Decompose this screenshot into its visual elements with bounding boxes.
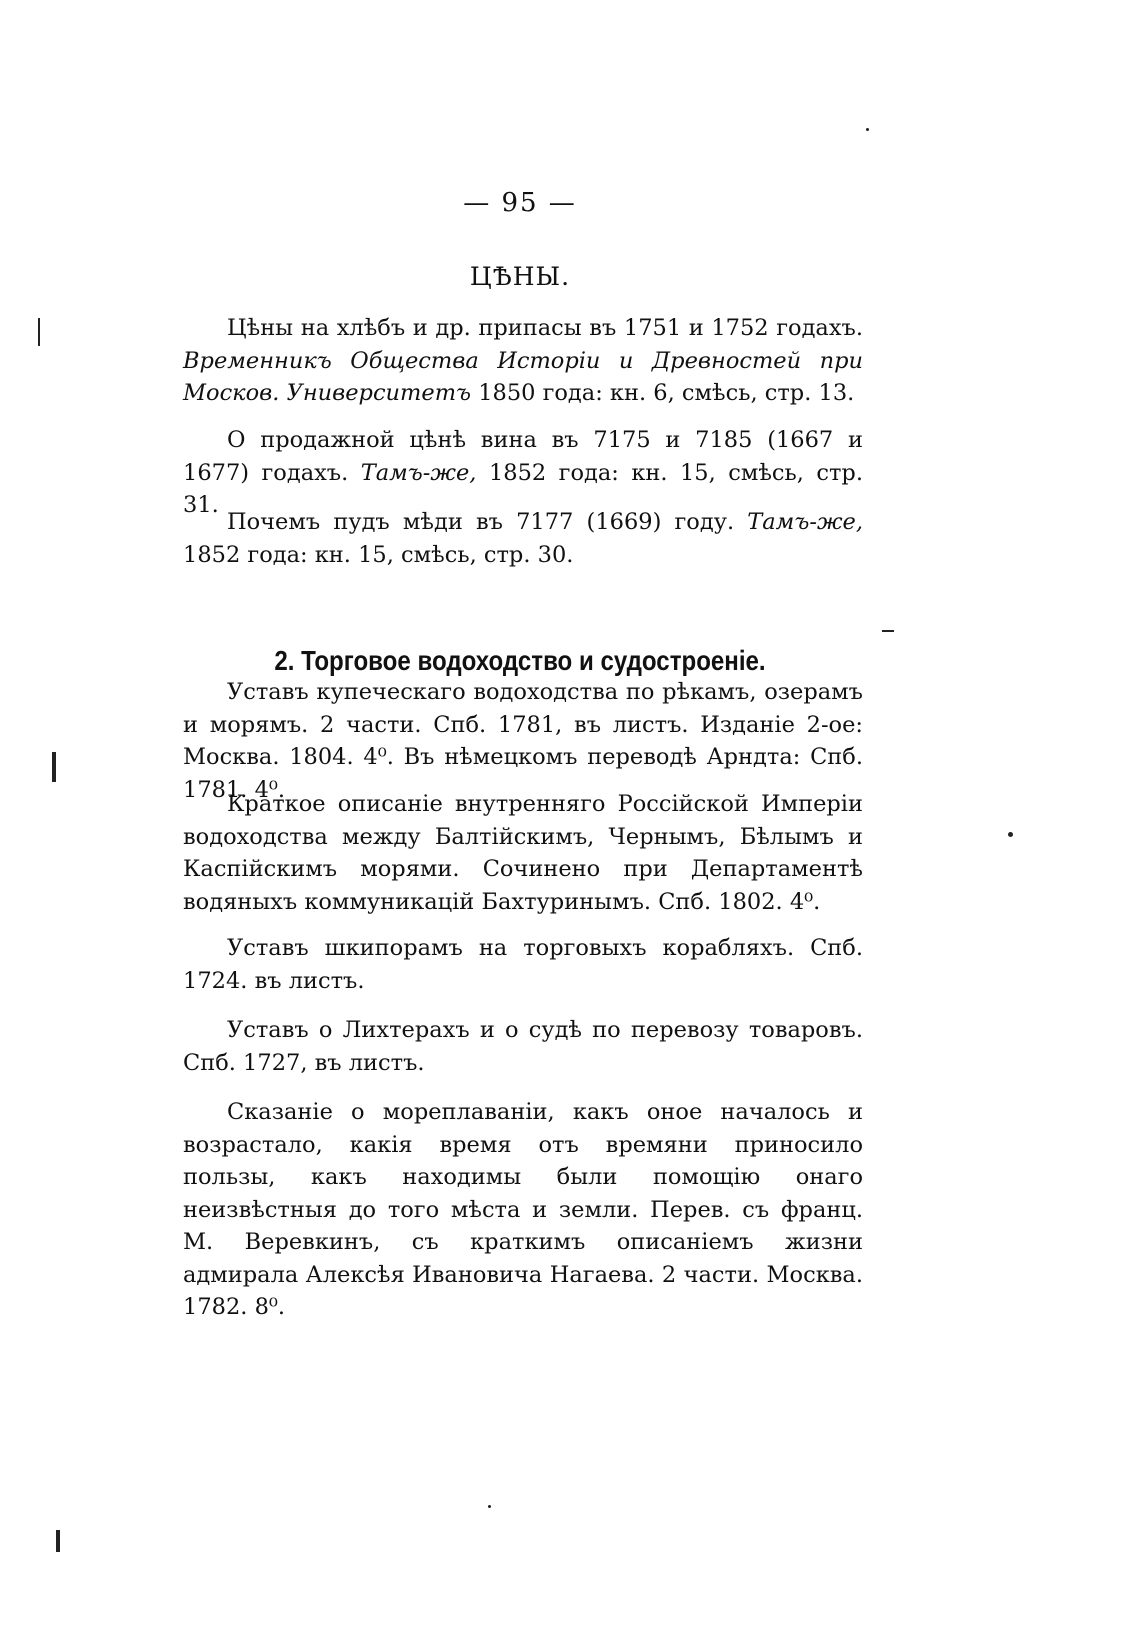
entry-rest: 1852 года: кн. 15, смѣсь, стр. 31. <box>183 459 863 518</box>
entry-source: Тамъ-же, <box>360 459 477 486</box>
price-entry <box>183 506 863 571</box>
entry-text: Уставъ о Лихтерахъ и о судѣ по перевозу товаровъ. Спб. 1727, въ листъ. <box>183 1017 863 1076</box>
entry-lead: Цѣны на хлѣбъ и др. припасы въ 1751 и 1752 годахъ. <box>227 315 863 341</box>
entry-text: Краткое описаніе внутренняго Россійской Имперіи водоходства между Балтійскимъ, Чернымъ, Бѣлымъ и Каспійскимъ морями. Сочинено при Департаментѣ водяныхъ коммуникацій Бахтуринымъ. Спб. 1802. 4⁰. <box>183 791 863 915</box>
entry-source: Временникъ Общества Исторіи и Древностей при Москов. Университетъ <box>183 347 863 406</box>
scan-speck <box>882 630 894 632</box>
scan-speck <box>52 752 56 782</box>
entry-rest: 1852 года: кн. 15, смѣсь, стр. 30. <box>183 541 574 568</box>
page-number: — 95 — <box>463 188 577 218</box>
entry-lead: О продажной цѣнѣ вина въ 7175 и 7185 (1667 и 1677) годахъ. <box>183 427 863 486</box>
entry-text: Уставъ шкипорамъ на торговыхъ корабляхъ. Спб. 1724. въ листъ. <box>183 935 863 994</box>
shipping-entry <box>183 1014 863 1079</box>
scan-speck <box>38 318 40 346</box>
scan-speck <box>866 128 869 131</box>
entry-lead: Почемъ пудъ мѣди въ 7177 (1669) году. <box>227 509 735 535</box>
price-entry <box>183 312 863 410</box>
scan-speck <box>1008 832 1013 837</box>
shipping-entry <box>183 676 863 806</box>
scan-speck <box>488 1505 491 1508</box>
scan-speck <box>56 1530 60 1552</box>
shipping-entry <box>183 1096 863 1324</box>
shipping-entry <box>183 932 863 997</box>
entry-text: Уставъ купеческаго водоходства по рѣкамъ, озерамъ и морямъ. 2 части. Спб. 1781, въ листъ. Изданіе 2-ое: Москва. 1804. 4⁰. Въ нѣмецкомъ переводѣ Арндта: Спб. 1781. 4⁰. <box>183 679 863 803</box>
section-title: ЦѢНЫ. <box>469 262 571 291</box>
entry-text: Сказаніе о мореплаваніи, какъ оное началось и возрастало, какія время отъ времяни приносило пользы, какъ находимы были помощію онаго неизвѣстныя до того мѣста и земли. Перев. съ франц. М. Веревкинъ, съ краткимъ описаніемъ жизни адмирала Алексѣя Ивановича Нагаева. 2 части. Москва. 1782. 8⁰. <box>183 1099 863 1320</box>
entry-source: Тамъ-же, <box>747 509 863 535</box>
shipping-entry <box>183 788 863 918</box>
entry-rest: 1850 года: кн. 6, смѣсь, стр. 13. <box>478 380 855 406</box>
subsection-heading: 2. Торговое водоходство и судостроеніе. <box>274 645 766 676</box>
